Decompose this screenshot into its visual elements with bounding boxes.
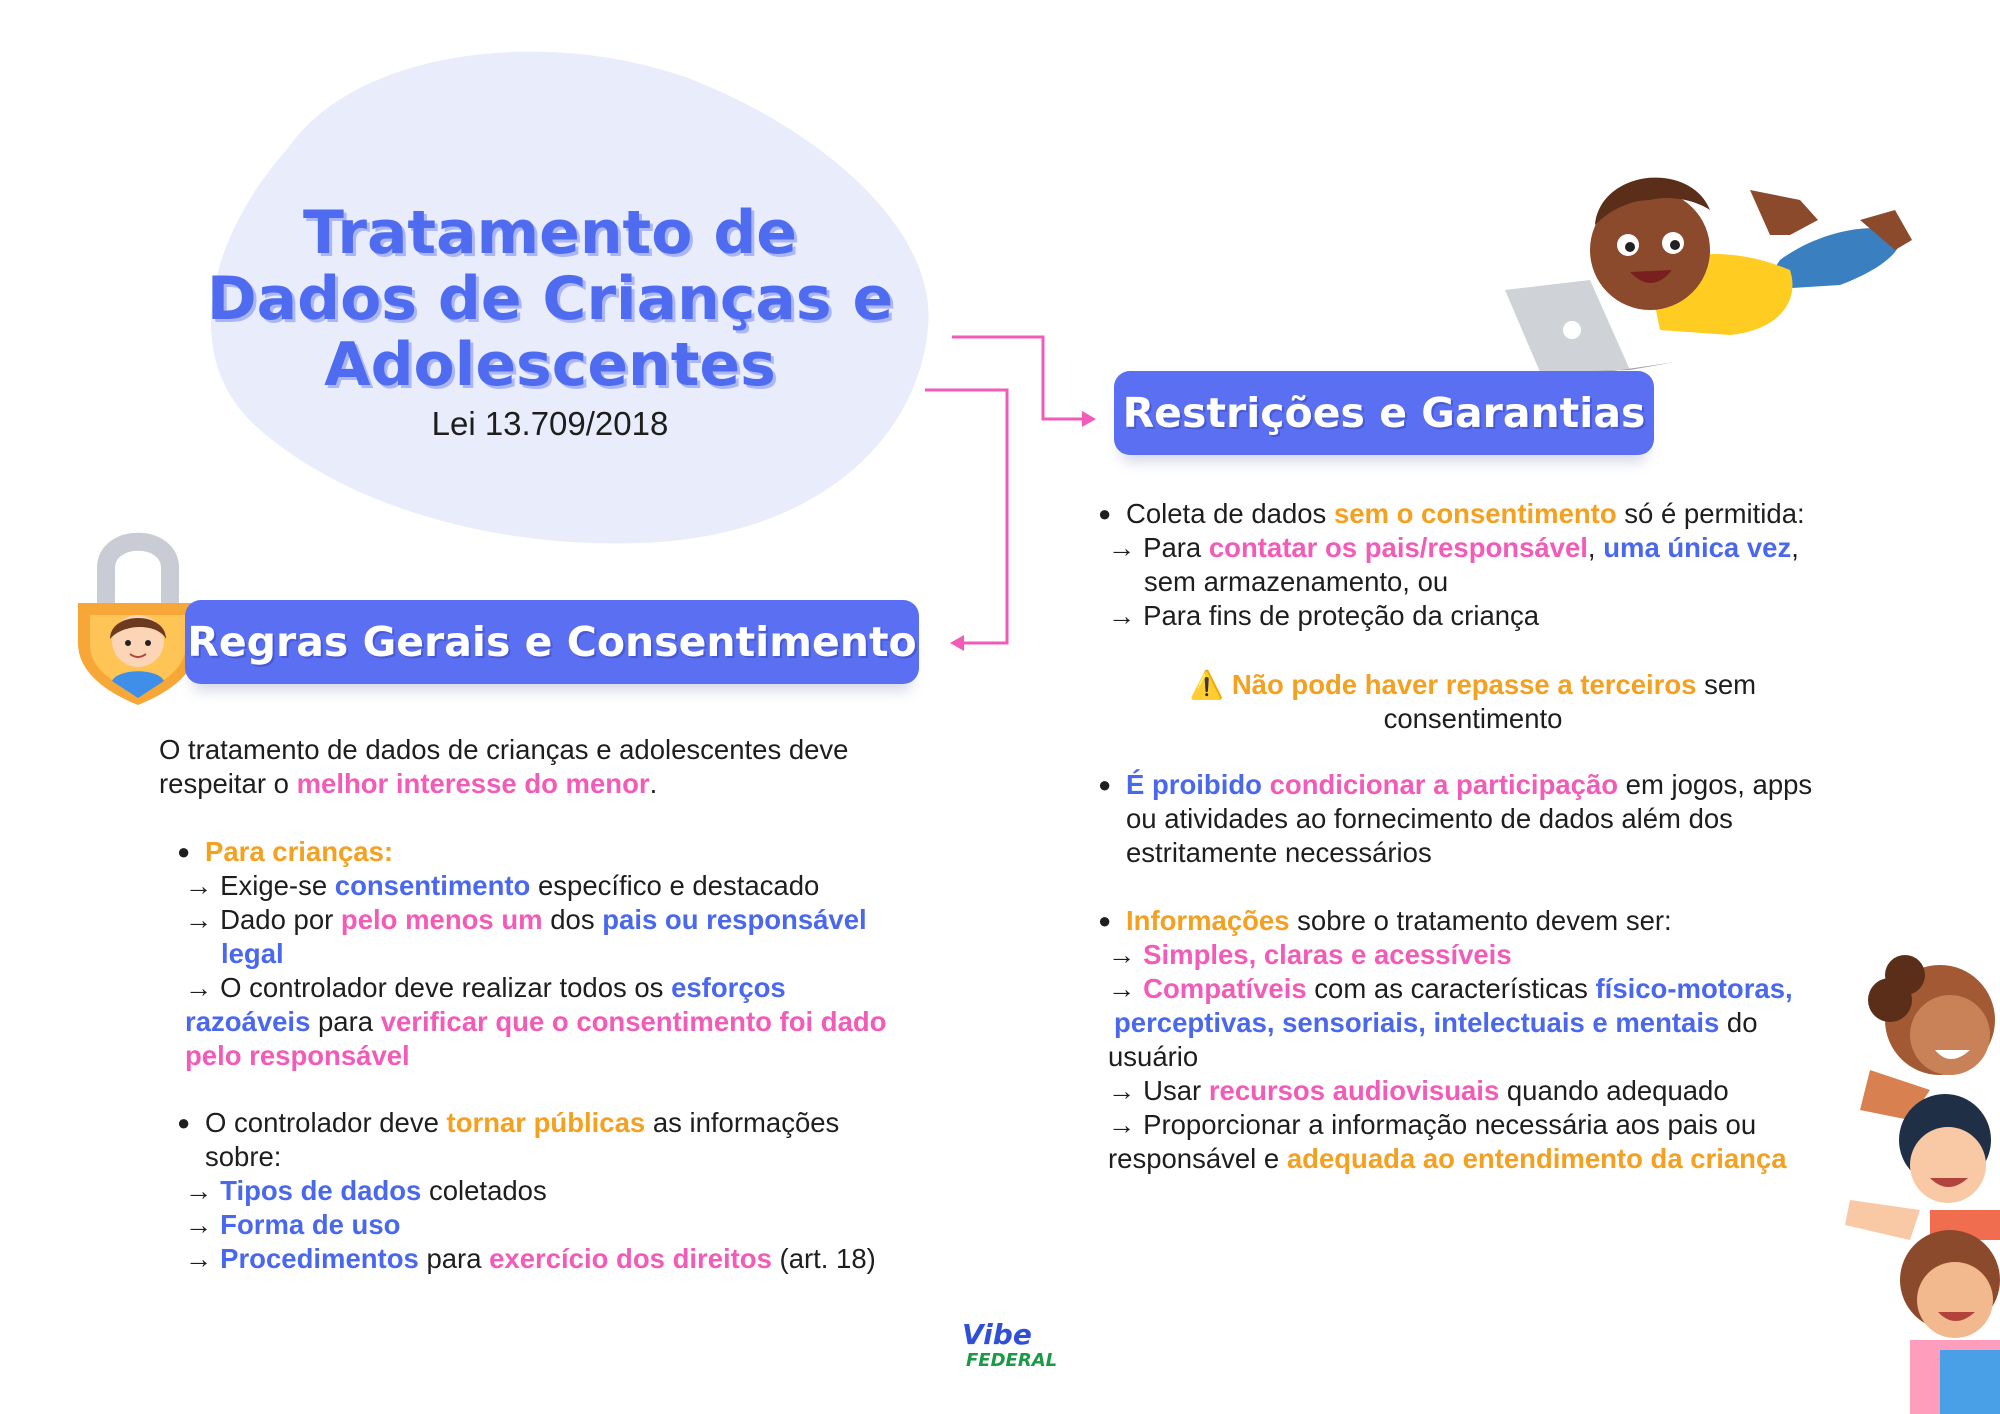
text: dos	[542, 904, 603, 935]
highlight: recursos audiovisuais	[1208, 1075, 1500, 1106]
list-item	[1108, 531, 1878, 565]
text: responsável e	[1108, 1143, 1287, 1174]
page-title	[200, 200, 900, 398]
text: só é permitida:	[1616, 498, 1805, 529]
section-header-restricoes: Restrições e Garantias	[1114, 371, 1654, 455]
highlight: legal	[221, 938, 284, 969]
highlight: perceptivas, sensoriais, intelectuais e mentais	[1114, 1007, 1720, 1038]
list-item-coleta	[1098, 497, 1896, 531]
list-item-cont: estritamente necessários	[1126, 837, 1432, 868]
arrowhead-left	[950, 635, 964, 651]
highlight: pelo responsável	[185, 1040, 410, 1071]
highlight: sem o consentimento	[1333, 498, 1617, 529]
highlight: físico-motoras,	[1595, 973, 1793, 1004]
intro-line-1: O tratamento de dados de crianças e adolescentes deve	[159, 734, 849, 765]
title-line-3: Adolescentes	[324, 330, 776, 400]
bullet-icon: ●	[177, 1110, 191, 1135]
highlight: esforços	[671, 972, 786, 1003]
highlight: Compatíveis	[1143, 973, 1307, 1004]
text: →	[185, 1209, 221, 1240]
page-subtitle: Lei 13.709/2018	[431, 405, 669, 442]
intro-line-2	[159, 767, 939, 801]
text: específico e destacado	[530, 870, 820, 901]
text: ,	[1791, 532, 1799, 563]
list-item: → Proporcionar a informação necessária aos pais ou	[1108, 1109, 1757, 1140]
list-item: → Para fins de proteção da criança	[1108, 600, 1540, 631]
text: → Usar	[1108, 1075, 1209, 1106]
list-item	[1108, 938, 1898, 972]
list-item-cont	[185, 1039, 945, 1073]
list-item-cont: usuário	[1108, 1041, 1199, 1072]
highlight: razoáveis	[185, 1006, 311, 1037]
highlight: consentimento	[334, 870, 531, 901]
text: →	[1108, 939, 1144, 970]
list-item-cont	[1108, 1006, 1898, 1040]
text: (art. 18)	[771, 1243, 876, 1274]
list-item-cont	[1108, 1142, 1898, 1176]
highlight: tornar públicas	[446, 1107, 646, 1138]
list-item	[185, 1174, 945, 1208]
left-list-criancas	[177, 835, 945, 1073]
text: as informações	[645, 1107, 840, 1138]
text: do	[1719, 1007, 1758, 1038]
list-item	[185, 869, 945, 903]
warning-line-2: consentimento	[1383, 703, 1563, 734]
text: O controlador deve	[205, 1107, 447, 1138]
text: para	[310, 1006, 381, 1037]
bullet-icon: ●	[1098, 501, 1112, 526]
logo-federal: FEDERAL	[966, 1350, 1058, 1371]
text: Coleta de dados	[1126, 498, 1334, 529]
text: → O controlador deve realizar todos os	[185, 972, 672, 1003]
list-item-proibido	[1098, 768, 1896, 802]
section-header-regras: Regras Gerais e Consentimento	[185, 600, 919, 684]
list-item	[185, 971, 945, 1005]
text: para	[418, 1243, 490, 1274]
label-para-criancas: Para crianças:	[205, 836, 394, 867]
text: → Para	[1108, 532, 1209, 563]
highlight: pais ou responsável	[602, 904, 867, 935]
highlight: verificar que o consentimento foi dado	[380, 1006, 887, 1037]
text: .	[649, 768, 658, 799]
highlight: É proibido	[1126, 769, 1262, 800]
highlight: contatar os pais/responsável	[1208, 532, 1588, 563]
list-item	[1108, 972, 1898, 1006]
right-list-coleta	[1098, 497, 1878, 633]
text: → Exige-se	[185, 870, 335, 901]
list-item-cont: sobre:	[205, 1141, 282, 1172]
highlight-melhor-interesse: melhor interesse do menor	[296, 768, 650, 799]
text: →	[185, 1243, 221, 1274]
bullet-icon: ●	[177, 839, 191, 864]
warning-line-1	[1108, 668, 1838, 702]
list-item-para-criancas	[177, 835, 965, 869]
text: coletados	[421, 1175, 547, 1206]
text: ,	[1587, 532, 1604, 563]
highlight: Forma de uso	[220, 1209, 401, 1240]
title-line-2: Dados de Crianças e	[206, 264, 894, 334]
list-item-cont: ou atividades ao fornecimento de dados além dos	[1126, 803, 1733, 834]
text: sobre o tratamento devem ser:	[1289, 905, 1672, 936]
highlight: condicionar a participação	[1269, 769, 1619, 800]
list-item-cont: sem armazenamento, ou	[1144, 566, 1449, 597]
highlight: adequada ao entendimento da criança	[1286, 1143, 1787, 1174]
text: em jogos, apps	[1618, 769, 1813, 800]
list-item	[185, 903, 945, 937]
highlight: Informações	[1126, 905, 1290, 936]
list-item-cont	[185, 1005, 945, 1039]
highlight: uma única vez	[1603, 532, 1792, 563]
boy-with-laptop-illustration	[1500, 140, 1920, 380]
title-line-1: Tratamento de	[303, 198, 797, 268]
logo-vibe: Vibe	[962, 1318, 1032, 1351]
left-list-controlador	[177, 1106, 945, 1276]
text	[1262, 769, 1270, 800]
children-peeking-illustration	[1830, 950, 2000, 1414]
right-list-informacoes	[1098, 904, 1898, 1176]
highlight: pelo menos um	[340, 904, 543, 935]
highlight: Não pode haver repasse a terceiros	[1231, 669, 1697, 700]
highlight: exercício dos direitos	[489, 1243, 772, 1274]
text: quando adequado	[1499, 1075, 1729, 1106]
list-item-controlador	[177, 1106, 965, 1140]
warning-note	[1108, 668, 1838, 736]
list-item	[185, 1242, 945, 1276]
warning-icon: ⚠️	[1189, 669, 1225, 700]
highlight: Tipos de dados	[220, 1175, 422, 1206]
highlight: Procedimentos	[220, 1243, 419, 1274]
bullet-icon: ●	[1098, 772, 1112, 797]
list-item-cont	[185, 937, 945, 971]
text: →	[185, 1175, 221, 1206]
highlight: Simples, claras e acessíveis	[1143, 939, 1512, 970]
list-item-informacoes	[1098, 904, 1916, 938]
right-list-proibido	[1098, 768, 1878, 870]
list-item	[1108, 1074, 1898, 1108]
list-item	[185, 1208, 945, 1242]
text: respeitar o	[159, 768, 297, 799]
arrow-to-restricoes	[952, 337, 1092, 419]
text: → Dado por	[185, 904, 341, 935]
text: →	[1108, 973, 1144, 1004]
text: sem	[1696, 669, 1757, 700]
arrowhead-right	[1082, 411, 1096, 427]
text: com as características	[1306, 973, 1596, 1004]
left-intro-paragraph	[159, 733, 939, 801]
bullet-icon: ●	[1098, 908, 1112, 933]
